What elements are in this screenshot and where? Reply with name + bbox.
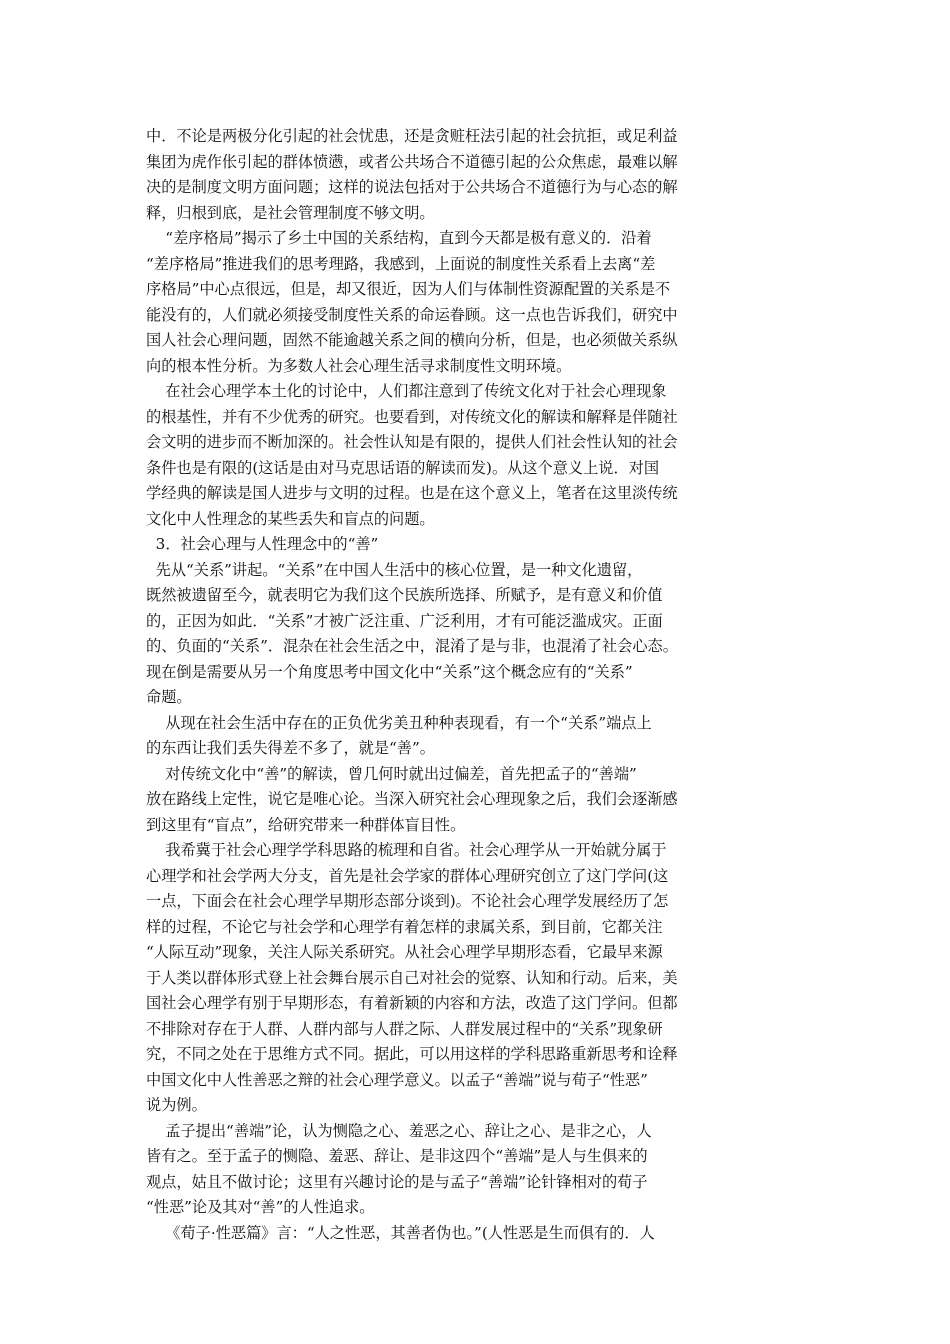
text-line: 观点，姑且不做讨论；这里有兴趣讨论的是与孟子“善端”论针锋相对的荀子 bbox=[146, 1172, 648, 1191]
text-line: 释，归根到底，是社会管理制度不够文明。 bbox=[146, 203, 435, 222]
text-line: 中国文化中人性善恶之辩的社会心理学意义。以孟子“善端”说与荀子“性恶” bbox=[146, 1070, 648, 1089]
text-line: 心理学和社会学两大分支，首先是社会学家的群体心理研究创立了这门学问(这 bbox=[146, 866, 669, 885]
text-line: “差序格局”推进我们的思考理路，我感到，上面说的制度性关系看上去离“差 bbox=[146, 254, 656, 273]
text-line: 在社会心理学本土化的讨论中，人们都注意到了传统文化对于社会心理现象 bbox=[146, 382, 667, 400]
text-line: 现在倒是需要从另一个角度思考中国文化中“关系”这个概念应有的“关系” bbox=[146, 662, 633, 681]
text-line: 命题。 bbox=[146, 688, 192, 706]
text-line: 《荀子·性恶篇》言：“人之性恶，其善者伪也。”(人性恶是生而俱有的．人 bbox=[146, 1223, 655, 1242]
text-line: 到这里有“盲点”，给研究带来一种群体盲目性。 bbox=[146, 815, 466, 834]
text-line: 放在路线上定性，说它是唯心论。当深入研究社会心理现象之后，我们会逐渐感 bbox=[146, 790, 678, 808]
text-line: 样的过程，不论它与社会学和心理学有着怎样的隶属关系，到目前，它都关注 bbox=[146, 917, 663, 936]
text-line: 集团为虎作伥引起的群体愤懑，或者公共场合不道德引起的公众焦虑，最难以解 bbox=[146, 152, 678, 171]
text-line: 既然被遗留至今，就表明它为我们这个民族所选择、所赋予，是有意义和价值 bbox=[146, 586, 663, 604]
text-line: 孟子提出“善端”论，认为恻隐之心、羞恶之心、辞让之心、是非之心，人 bbox=[146, 1121, 652, 1140]
text-line: 我希冀于社会心理学学科思路的梳理和自省。社会心理学从一开始就分属于 bbox=[146, 841, 667, 859]
text-line: 究，不同之处在于思维方式不同。据此，可以用这样的学科思路重新思考和诠释 bbox=[146, 1045, 678, 1063]
text-line: 国人社会心理问题，固然不能逾越关系之间的横向分析，但是，也必须做关系纵 bbox=[146, 331, 678, 349]
text-line: 能没有的，人们就必须接受制度性关系的命运眷顾。这一点也告诉我们，研究中 bbox=[146, 305, 678, 324]
text-line: 条件也是有限的(这话是由对马克思话语的解读而发)。从这个意义上说．对国 bbox=[146, 458, 660, 477]
text-line: 的，正因为如此．“关系”才被广泛注重、广泛利用，才有可能泛滥成灾。正面 bbox=[146, 611, 663, 630]
text-line: 3．社会心理与人性理念中的“善” bbox=[146, 535, 379, 553]
text-line: 决的是制度文明方面问题；这样的说法包括对于公共场合不道德行为与心态的解 bbox=[146, 178, 678, 196]
text-line: 先从“关系”讲起。“关系”在中国人生活中的核心位置，是一种文化遗留， bbox=[146, 560, 643, 579]
text-line: “人际互动”现象，关注人际关系研究。从社会心理学早期形态看，它最早来源 bbox=[146, 943, 663, 961]
text-line: 学经典的解读是国人进步与文明的过程。也是在这个意义上，笔者在这里淡传统 bbox=[146, 484, 678, 502]
text-line: 的根基性，并有不少优秀的研究。也要看到，对传统文化的解读和解释是伴随社 bbox=[146, 407, 678, 426]
text-line: 中．不论是两极分化引起的社会忧患，还是贪赃枉法引起的社会抗拒，或足利益 bbox=[146, 127, 678, 145]
text-line: 国社会心理学有别于早期形态，有着新颖的内容和方法，改造了这门学问。但都 bbox=[146, 994, 678, 1012]
text-line: 的东西让我们丢失得差不多了，就是“善”。 bbox=[146, 739, 435, 757]
text-line: “性恶”论及其对“善”的人性追求。 bbox=[146, 1198, 375, 1216]
text-line: 的、负面的“关系”．混杂在社会生活之中，混淆了是与非，也混淆了社会心态。 bbox=[146, 637, 678, 655]
text-line: “差序格局”揭示了乡土中国的关系结构，直到今天都是极有意义的．沿着 bbox=[146, 229, 652, 247]
text-line: 序格局”中心点很远，但是，却又很近，因为人们与体制性资源配置的关系是不 bbox=[146, 280, 671, 298]
text-line: 不排除对存在于人群、人群内部与人群之际、人群发展过程中的“关系”现象研 bbox=[146, 1019, 663, 1038]
text-line: 对传统文化中“善”的解读，曾几何时就出过偏差，首先把孟子的“善端” bbox=[146, 764, 637, 783]
text-line: 会文明的进步而不断加深的。社会性认知是有限的，提供人们社会性认知的社会 bbox=[146, 433, 678, 451]
text-line: 于人类以群体形式登上社会舞台展示自己对社会的觉察、认知和行动。后来，美 bbox=[146, 968, 678, 987]
text-line: 文化中人性理念的某些丢失和盲点的问题。 bbox=[146, 509, 435, 528]
text-line: 皆有之。至于孟子的恻隐、羞恶、辞让、是非这四个“善端”是人与生俱来的 bbox=[146, 1147, 648, 1165]
text-line: 向的根本性分析。为多数人社会心理生活寻求制度性文明环境。 bbox=[146, 356, 572, 375]
text-line: 从现在社会生活中存在的正负优劣美丑种种表现看，有一个“关系”端点上 bbox=[146, 713, 652, 732]
text-line: 说为例。 bbox=[146, 1096, 207, 1114]
text-line: 一点，下面会在社会心理学早期形态部分谈到)。不论社会心理学发展经历了怎 bbox=[146, 892, 669, 910]
document-body bbox=[146, 124, 766, 1246]
